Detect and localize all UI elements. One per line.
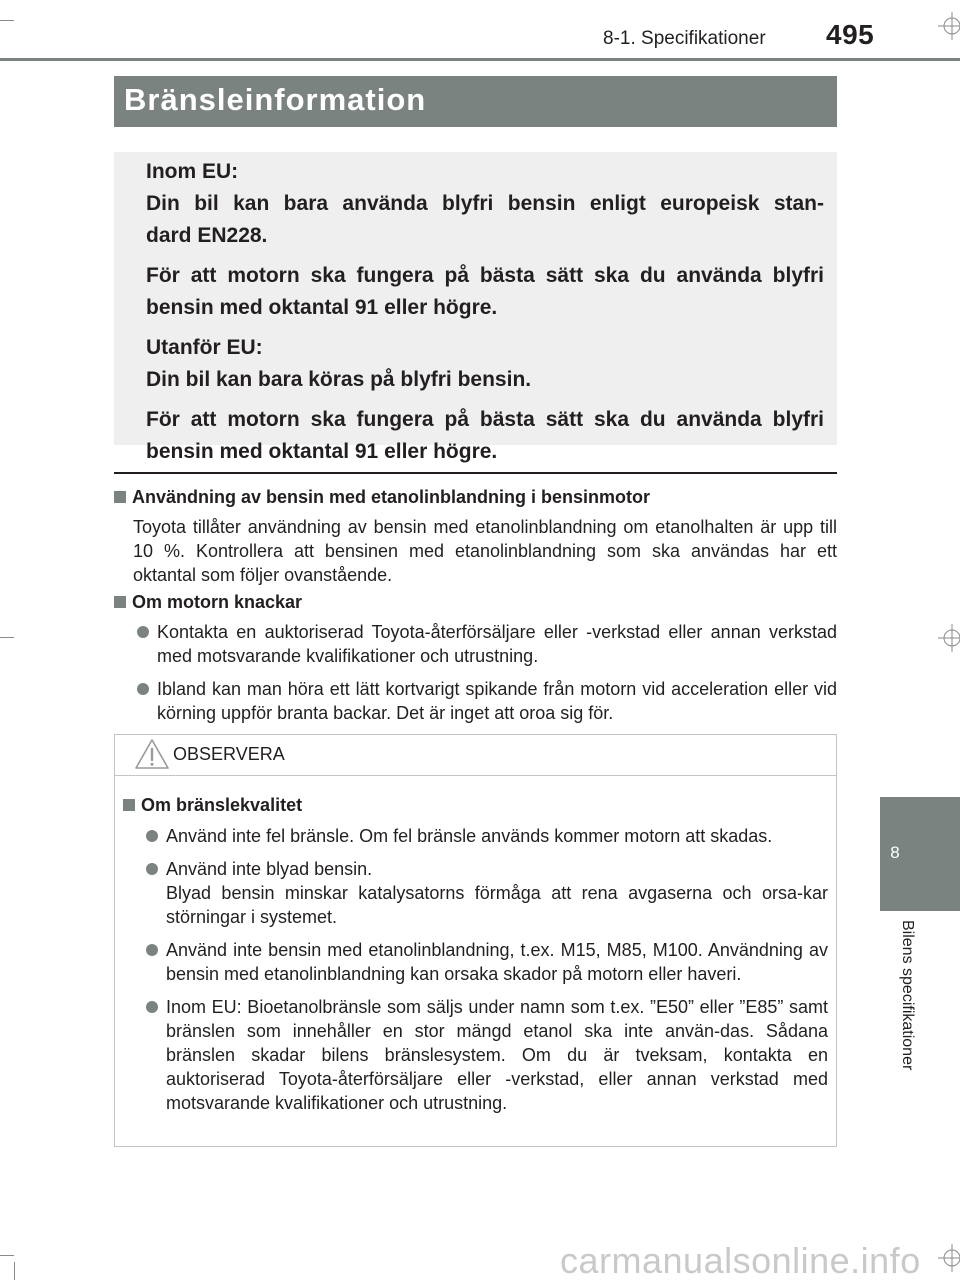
- notice-bullet-list: [142, 824, 828, 1115]
- crop-mark: [0, 20, 14, 21]
- list-item-text: Använd inte bensin med etanolinblandning, t.ex. M15, M85, M100. Användning av bensin med etanolinblandning kan orsaka skador på motorn eller haveri.: [166, 940, 828, 984]
- round-bullet-icon: [137, 626, 149, 638]
- header-rule: [0, 58, 960, 61]
- section-heading: [114, 590, 837, 614]
- header-section-title: 8-1. Specifikationer: [603, 28, 766, 49]
- square-bullet-icon: [123, 799, 135, 811]
- registration-mark-icon: [938, 1244, 960, 1272]
- square-bullet-icon: [114, 596, 126, 608]
- chapter-number: 8: [890, 843, 900, 862]
- warning-triangle-icon: [134, 738, 170, 770]
- chapter-label: [896, 920, 916, 1160]
- notice-list-item: [142, 995, 828, 1115]
- list-item-text: Inom EU: Bioetanolbränsle som säljs under namn som t.ex. ”E50” eller ”E85” samt bränslen som innehåller en stor mängd etanol ska inte använ-das. Sådana bränslen skadar bilens bränslesystem. Om du är tveksam, kontakta en auktoriserad Toyota-återförsäljare eller -verkstad, eller annan verkstad med motsvarande kvalifikationer och utrustning.: [166, 997, 828, 1113]
- crop-mark: [0, 1255, 14, 1256]
- info-paragraph: [146, 156, 824, 252]
- section-divider: [114, 472, 837, 474]
- round-bullet-icon: [146, 1001, 158, 1013]
- info-paragraph: För att motorn ska fungera på bästa sätt ska du använda blyfri bensin med oktantal 91 eller högre.: [146, 408, 824, 463]
- chapter-label-text: Bilens specifikationer: [899, 920, 916, 1071]
- info-line: dard EN228.: [146, 224, 268, 247]
- list-item: [133, 620, 837, 668]
- info-line: Inom EU:: [146, 160, 239, 183]
- section-knocking: [114, 590, 837, 734]
- section-heading-text: Om motorn knackar: [132, 592, 303, 612]
- info-paragraph: [146, 332, 824, 396]
- page-title: Bränsleinformation: [124, 82, 427, 117]
- notice-list-item: [142, 857, 828, 929]
- list-item-text: Använd inte fel bränsle. Om fel bränsle används kommer motorn att skadas.: [166, 826, 773, 846]
- notice-heading: [123, 793, 828, 817]
- notice-list-item: [142, 938, 828, 986]
- fuel-info-box: [114, 152, 837, 463]
- registration-mark-icon: [938, 12, 960, 40]
- section-body: Toyota tillåter användning av bensin med etanolinblandning om etanolhalten är upp till 10 %. Kontrollera att bensinen med etanolinblandning som ska användas har ett oktantal som följer ovanstående.: [133, 517, 837, 585]
- section-title-bar: [114, 76, 837, 127]
- fuel-info-content: [146, 156, 824, 476]
- list-item-text: Kontakta en auktoriserad Toyota-återförsäljare eller -verkstad eller annan verkstad med motsvarande kvalifikationer och utrustning.: [157, 622, 837, 666]
- info-line: Utanför EU:: [146, 336, 263, 359]
- list-item-text: Ibland kan man höra ett lätt kortvarigt spikande från motorn vid acceleration eller vid körning uppför branta backar. Det är inget att oroa sig för.: [157, 679, 837, 723]
- section-ethanol: [114, 485, 837, 587]
- list-item-text: Använd inte blyad bensin. Blyad bensin minskar katalysatorns förmåga att rena avgaserna och orsa-kar störningar i systemet.: [166, 859, 828, 927]
- notice-box: [114, 734, 837, 1147]
- crop-mark: [0, 637, 14, 638]
- crop-mark: [14, 1262, 15, 1280]
- section-heading: [114, 485, 837, 509]
- round-bullet-icon: [146, 944, 158, 956]
- watermark: carmanualsonline.info: [560, 1240, 921, 1281]
- info-line: Din bil kan bara köras på blyfri bensin.: [146, 368, 532, 391]
- notice-heading-text: Om bränslekvalitet: [141, 795, 303, 815]
- registration-mark-icon: [938, 624, 960, 652]
- bullet-list: [133, 620, 837, 725]
- list-item: [133, 677, 837, 725]
- info-paragraph: För att motorn ska fungera på bästa sätt ska du använda blyfri bensin med oktantal 91 eller högre.: [146, 264, 824, 319]
- page-number: 495: [826, 19, 875, 50]
- notice-header: [115, 735, 836, 776]
- round-bullet-icon: [137, 683, 149, 695]
- round-bullet-icon: [146, 863, 158, 875]
- section-heading-text: Användning av bensin med etanolinblandning i bensinmotor: [132, 487, 651, 507]
- round-bullet-icon: [146, 830, 158, 842]
- notice-label: OBSERVERA: [173, 744, 285, 764]
- notice-list-item: [142, 824, 828, 848]
- notice-body: [123, 793, 828, 1124]
- info-line: Din bil kan bara använda blyfri bensin enligt europeisk stan-: [146, 192, 824, 215]
- square-bullet-icon: [114, 491, 126, 503]
